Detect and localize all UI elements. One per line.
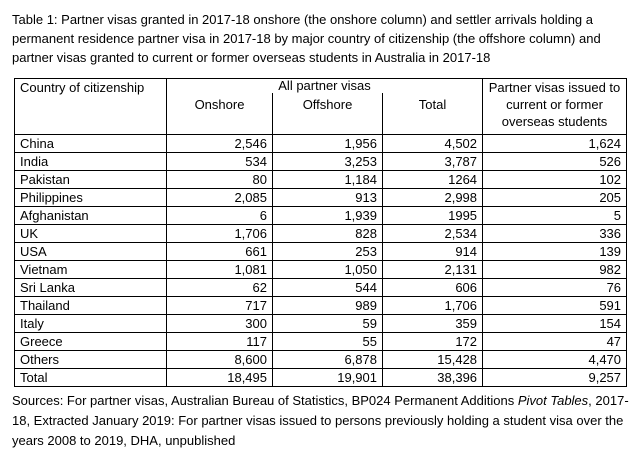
cell-students: 4,470 bbox=[483, 351, 627, 369]
cell-country: Vietnam bbox=[15, 261, 167, 279]
cell-total: 1264 bbox=[383, 171, 483, 189]
cell-students: 205 bbox=[483, 189, 627, 207]
table-row bbox=[15, 207, 627, 225]
cell-total: 38,396 bbox=[383, 369, 483, 387]
cell-students: 1,624 bbox=[483, 135, 627, 153]
cell-country: India bbox=[15, 153, 167, 171]
header-onshore: Onshore bbox=[167, 93, 273, 135]
header-overseas-students: Partner visas issued to current or former overseas students bbox=[483, 79, 627, 135]
cell-students: 526 bbox=[483, 153, 627, 171]
cell-country: Others bbox=[15, 351, 167, 369]
cell-students: 5 bbox=[483, 207, 627, 225]
cell-students: 154 bbox=[483, 315, 627, 333]
cell-students: 139 bbox=[483, 243, 627, 261]
cell-country: Italy bbox=[15, 315, 167, 333]
cell-onshore: 80 bbox=[167, 171, 273, 189]
cell-onshore: 117 bbox=[167, 333, 273, 351]
sources-text-2: , 2017-18, Extracted January 2019: For partner visas issued to persons previously holding a student visa over the years 2008 to 2019, DHA, unpublished bbox=[12, 393, 629, 448]
cell-students: 591 bbox=[483, 297, 627, 315]
cell-country: Sri Lanka bbox=[15, 279, 167, 297]
cell-total: 1995 bbox=[383, 207, 483, 225]
cell-offshore: 913 bbox=[273, 189, 383, 207]
cell-country: UK bbox=[15, 225, 167, 243]
header-row-1 bbox=[15, 79, 627, 94]
cell-onshore: 1,081 bbox=[167, 261, 273, 279]
table-row bbox=[15, 135, 627, 153]
cell-offshore: 59 bbox=[273, 315, 383, 333]
table-row bbox=[15, 333, 627, 351]
sources-text-1: Sources: For partner visas, Australian Bureau of Statistics, BP024 Permanent Additions bbox=[12, 393, 518, 408]
cell-offshore: 1,184 bbox=[273, 171, 383, 189]
cell-students: 47 bbox=[483, 333, 627, 351]
partner-visa-table bbox=[14, 78, 627, 387]
cell-total: 2,998 bbox=[383, 189, 483, 207]
table-row bbox=[15, 261, 627, 279]
cell-total: 914 bbox=[383, 243, 483, 261]
table-row bbox=[15, 153, 627, 171]
cell-onshore: 717 bbox=[167, 297, 273, 315]
cell-total: 172 bbox=[383, 333, 483, 351]
cell-total: 606 bbox=[383, 279, 483, 297]
table-row bbox=[15, 297, 627, 315]
table-row bbox=[15, 369, 627, 387]
table-row bbox=[15, 315, 627, 333]
cell-offshore: 1,956 bbox=[273, 135, 383, 153]
cell-offshore: 1,050 bbox=[273, 261, 383, 279]
cell-students: 336 bbox=[483, 225, 627, 243]
cell-country: Afghanistan bbox=[15, 207, 167, 225]
sources-note bbox=[12, 391, 632, 451]
cell-country: Pakistan bbox=[15, 171, 167, 189]
cell-students: 102 bbox=[483, 171, 627, 189]
cell-country: Thailand bbox=[15, 297, 167, 315]
cell-offshore: 19,901 bbox=[273, 369, 383, 387]
cell-offshore: 1,939 bbox=[273, 207, 383, 225]
cell-country: Total bbox=[15, 369, 167, 387]
cell-total: 4,502 bbox=[383, 135, 483, 153]
cell-country: Philippines bbox=[15, 189, 167, 207]
cell-offshore: 989 bbox=[273, 297, 383, 315]
sources-italic: Pivot Tables bbox=[517, 393, 589, 408]
table-row bbox=[15, 189, 627, 207]
cell-onshore: 2,546 bbox=[167, 135, 273, 153]
cell-offshore: 55 bbox=[273, 333, 383, 351]
cell-students: 982 bbox=[483, 261, 627, 279]
cell-onshore: 8,600 bbox=[167, 351, 273, 369]
cell-offshore: 253 bbox=[273, 243, 383, 261]
header-offshore: Offshore bbox=[273, 93, 383, 135]
cell-students: 9,257 bbox=[483, 369, 627, 387]
cell-students: 76 bbox=[483, 279, 627, 297]
table-row bbox=[15, 351, 627, 369]
cell-onshore: 1,706 bbox=[167, 225, 273, 243]
cell-onshore: 661 bbox=[167, 243, 273, 261]
table-row bbox=[15, 171, 627, 189]
cell-total: 359 bbox=[383, 315, 483, 333]
cell-offshore: 6,878 bbox=[273, 351, 383, 369]
header-total: Total bbox=[383, 93, 483, 135]
cell-offshore: 828 bbox=[273, 225, 383, 243]
cell-onshore: 18,495 bbox=[167, 369, 273, 387]
table-row bbox=[15, 279, 627, 297]
cell-offshore: 3,253 bbox=[273, 153, 383, 171]
cell-onshore: 300 bbox=[167, 315, 273, 333]
cell-total: 1,706 bbox=[383, 297, 483, 315]
cell-country: USA bbox=[15, 243, 167, 261]
cell-onshore: 6 bbox=[167, 207, 273, 225]
header-country: Country of citizenship bbox=[15, 79, 167, 135]
cell-total: 3,787 bbox=[383, 153, 483, 171]
cell-onshore: 62 bbox=[167, 279, 273, 297]
cell-total: 15,428 bbox=[383, 351, 483, 369]
cell-total: 2,131 bbox=[383, 261, 483, 279]
cell-country: China bbox=[15, 135, 167, 153]
table-caption: Table 1: Partner visas granted in 2017-18 onshore (the onshore column) and settler arrivals holding a permanent residence partner visa in 2017-18 by major country of citizenship (the offshore column) and partner visas granted to current or former overseas students in Australia in 2017-18 bbox=[12, 12, 601, 65]
cell-onshore: 2,085 bbox=[167, 189, 273, 207]
table-row bbox=[15, 225, 627, 243]
cell-country: Greece bbox=[15, 333, 167, 351]
header-all-partner-visas: All partner visas bbox=[167, 79, 483, 94]
cell-total: 2,534 bbox=[383, 225, 483, 243]
table-row bbox=[15, 243, 627, 261]
cell-offshore: 544 bbox=[273, 279, 383, 297]
cell-onshore: 534 bbox=[167, 153, 273, 171]
